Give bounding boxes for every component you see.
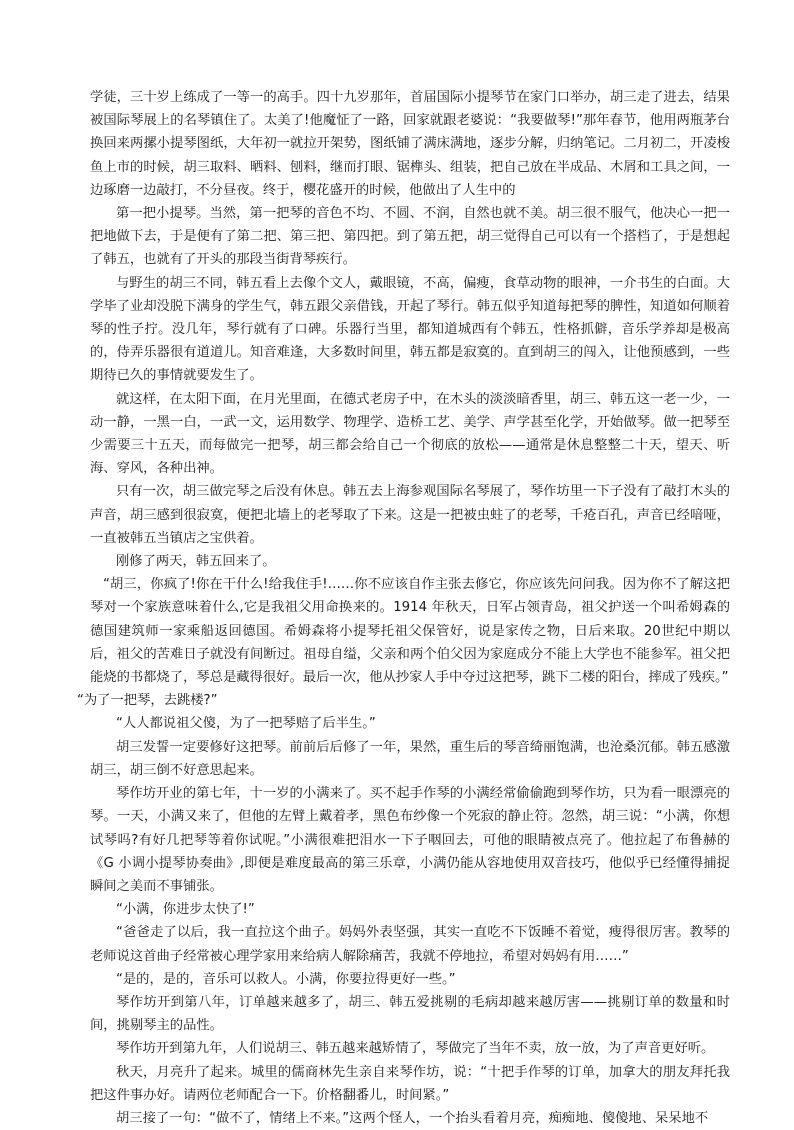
paragraph: 秋天，月亮升了起来。城里的儒商林先生亲自来琴作坊，说：“十把手作琴的订单，加拿大的朋友拜托我把这件事办好。请两位老师配合一下。价格翻番儿，时间紧。” (90, 1064, 730, 1103)
dialogue-paragraph: “是的，是的，音乐可以救人。小满，你要拉得更好一些。” (116, 971, 456, 987)
paragraph: 胡三发誓一定要修好这把琴。前前后后修了一年，果然，重生后的琴音绮丽饱满，也沧桑沉郁。韩五感激胡三，胡三倒不好意思起来。 (90, 739, 730, 778)
dialogue-paragraph: “人人都说祖父傻，为了一把琴赔了后半生。” (116, 716, 376, 732)
paragraph: 学徒，三十岁上练成了一等一的高手。四十九岁那年，首届国际小提琴节在家门口举办，胡三走了进去，结果被国际琴展上的名琴镇住了。太美了!他魔怔了一路，回家就跟老婆说：“我要做琴!”那年春节，他用两瓶茅台换回来两摞小提琴图纸，大年初一就拉开架势，图纸铺了满床满地，逐步分解，归纳笔记。二月初二，开凌梭鱼上市的时候，胡三取料、晒料、刨料，继而打眼、锯榫头、组装，把自己放在半成品、木屑和工具之间，一边琢磨一边敲打，不分昼夜。终于，樱花盛开的时候，他做出了人生中的 (90, 90, 730, 198)
paragraph: 第一把小提琴。当然，第一把琴的音色不均、不圆、不润，自然也就不美。胡三很不服气，他决心一把一把地做下去，于是便有了第二把、第三把、第四把。到了第五把，胡三觉得自己可以有一个搭档了，于是想起了韩五，也就有了开头的那段当街背琴疾行。 (90, 206, 730, 268)
paragraph: 琴作坊开业的第七年，十一岁的小满来了。买不起手作琴的小满经常偷偷跑到琴作坊，只为看一眼漂亮的琴。一天，小满又来了，但他的左臂上戴着孝，黑色布纱像一个死寂的静止符。忽然，胡三说：“小满，你想试琴吗?有好几把琴等着你试呢。”小满很难把泪水一下子咽回去，可他的眼睛被点亮了。他拉起了布鲁赫的《G 小调小提琴协奏曲》,即便是难度最高的第三乐章，小满仍能从容地使用双音技巧，他似乎已经懂得捕捉瞬间之美而不事铺张。 (90, 786, 730, 894)
dialogue-paragraph: “胡三，你疯了!你在干什么!给我住手!……你不应该自作主张去修它，你应该先问问我。因为你不了解这把琴对一个家族意味着什么,它是我祖父用命换来的。1914 年秋天，日军占领青岛，祖父护送一个叫希姆森的德国建筑师一家乘船返回德国。希姆森将小提琴托祖父保管好，说是家传之物，日后来取。20世纪中期以后，祖父的苦难日子就没有间断过。祖母自缢，父亲和两个伯父因为家庭成分不能上大学也不能参军。祖父把能烧的书都烧了，琴总是藏得很好。最后一次，他从抄家人手中夺过这把琴，跳下二楼的阳台，摔成了残疾。” (90, 577, 730, 686)
dialogue-paragraph: “小满，你进步太快了!” (116, 902, 255, 918)
dialogue-paragraph: “爸爸走了以后，我一直拉这个曲子。妈妈外表坚强，其实一直吃不下饭睡不着觉，瘦得很厉害。教琴的老师说这首曲子经常被心理学家用来给病人解除痛苦，我就不停地拉，希望对妈妈有用……” (90, 925, 730, 964)
paragraph: 与野生的胡三不同，韩五看上去像个文人，戴眼镜，不高，偏瘦，食草动物的眼神，一介书生的白面。大学毕了业却没脱下满身的学生气，韩五跟父亲借钱，开起了琴行。韩五似乎知道每把琴的脾性，知道如何顺着琴的性子拧。没几年，琴行就有了口碑。乐器行当里，都知道城西有个韩五，性格抓僻，音乐学养却是极高的，侍弄乐器很有道道儿。知音难逢，大多数时间里，韩五都是寂寞的。直到胡三的闯入，让他预感到，一些期待已久的事情就要发生了。 (90, 275, 730, 384)
paragraph: 琴作坊开到第九年，人们说胡三、韩五越来越矫情了，琴做完了当年不卖，放一放，为了声音更好听。 (116, 1041, 715, 1057)
paragraph: 琴作坊开到第八年，订单越来越多了，胡三、韩五爱挑剔的毛病却越来越厉害——挑剔订单的数量和时间，挑剔琴主的品性。 (90, 994, 730, 1034)
paragraph: 刚修了两天，韩五回来了。 (116, 554, 276, 570)
paragraph: 就这样，在太阳下面，在月光里面，在德式老房子中，在木头的淡淡暗香里，胡三、韩五这一老一少，一动一静，一黑一白，一武一文，运用数学、物理学、造桥工艺、美学、声学甚至化学，开始做琴。做一把琴至少需要三十五天，而每做完一把琴，胡三都会给自己一个彻底的放松——通常是休息整整二十天，望天、听海、穿风，各种出神。 (90, 391, 730, 477)
paragraph: 只有一次，胡三做完琴之后没有休息。韩五去上海参观国际名琴展了，琴作坊里一下子没有了敲打木头的声音，胡三感到很寂寞，便把北墙上的老琴取了下来。这是一把被虫蛀了的老琴，千疮百孔，声音已经喑哑，一直被韩五当镇店之宝供着。 (90, 484, 730, 546)
article-body (77, 86, 730, 1130)
dialogue-paragraph: “为了一把琴，去跳楼?” (77, 693, 218, 709)
paragraph: 胡三接了一句：“做不了，情绪上不来。”这两个怪人，一个抬头看着月亮，痴痴地、傻傻地、呆呆地不 (116, 1110, 709, 1126)
